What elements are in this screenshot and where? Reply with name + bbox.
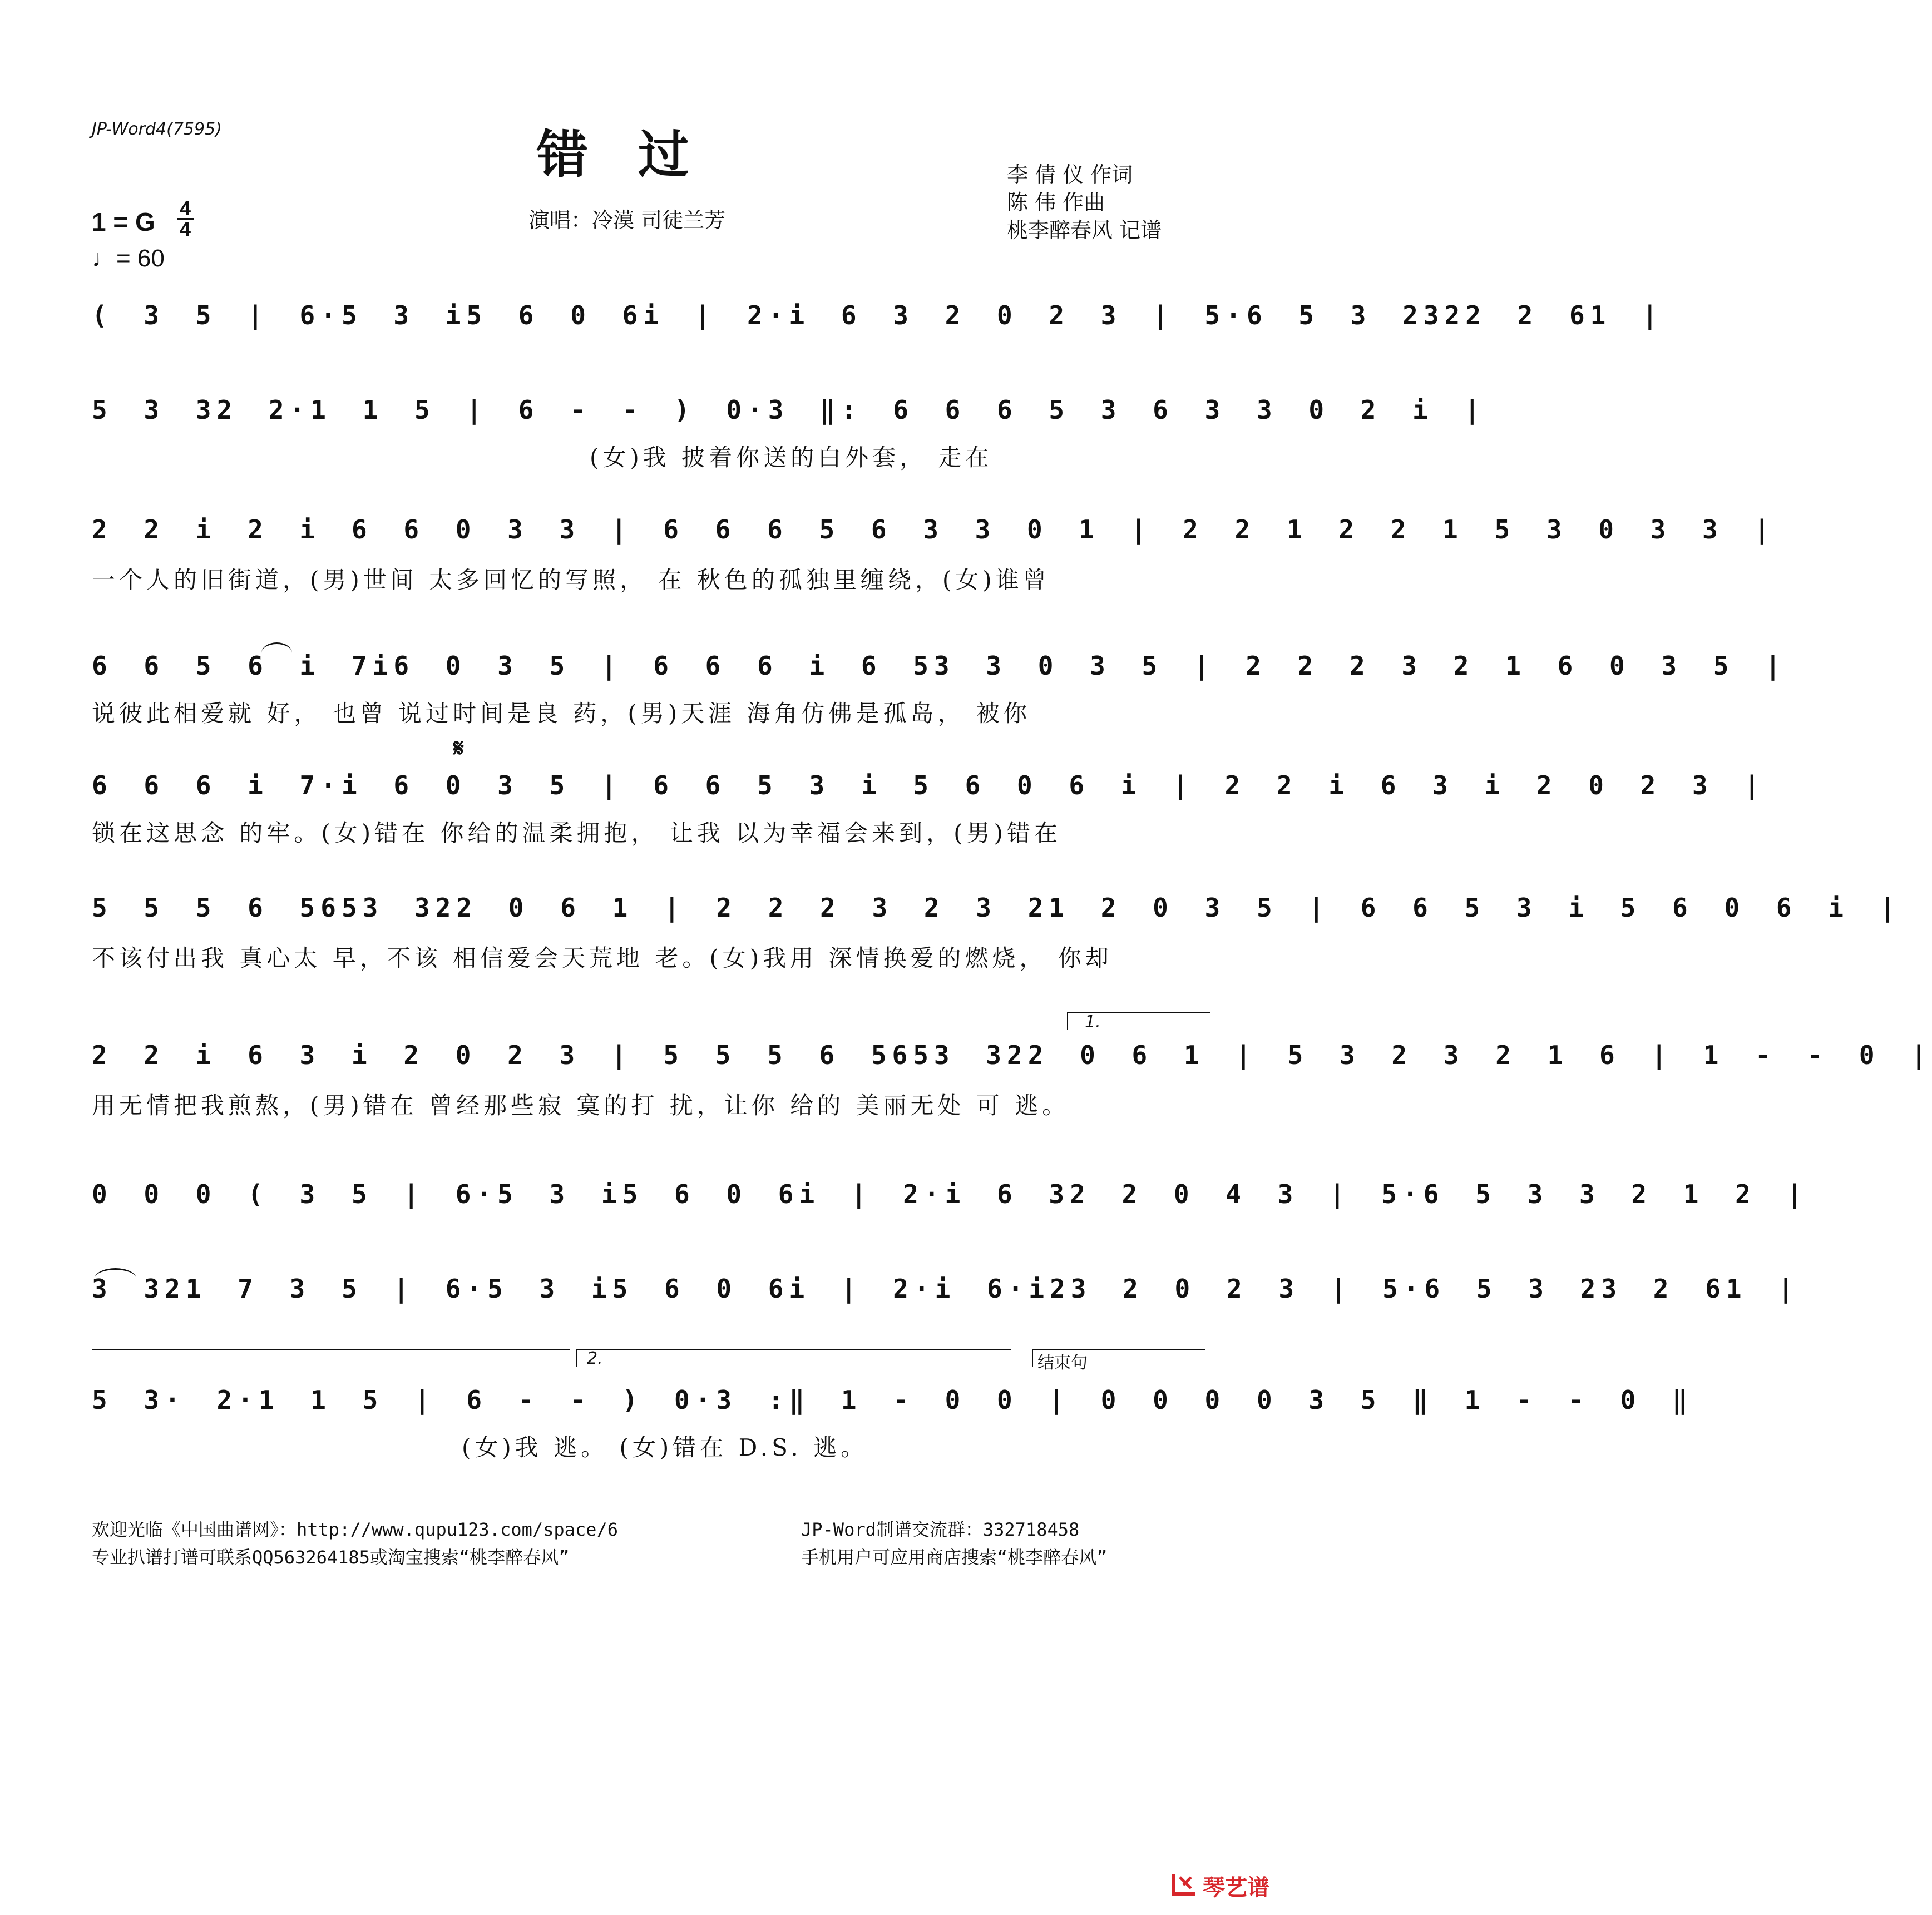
qinyipu-logo-icon — [1171, 1872, 1199, 1896]
score-line-7-notes: 2 2 i 6 3 i 2 0 2 3 | 5 5 5 6 5653 322 0 6 1 | 5 3 2 3 2 1 6 | 1 - - 0 | — [92, 1040, 1932, 1070]
score-line-10-lyrics: (女)我 逃。 (女)错在 D.S. 逃。 — [462, 1434, 868, 1461]
key-signature: 1 = G — [92, 207, 155, 236]
score-line-5-lyrics: 锁在这思念 的牢。(女)错在 你给的温柔拥抱， 让我 以为幸福会来到，(男)错在 — [92, 819, 1061, 847]
page-title: 错过 — [537, 125, 740, 185]
score-line-7-lyrics: 用无情把我煎熬，(男)错在 曾经那些寂 寞的打 扰，让你 给的 美丽无处 可 逃。 — [92, 1092, 1070, 1119]
tempo-marking: ♩= 60 — [92, 245, 165, 272]
score-line-2-notes: 5 3 32 2·1 1 5 | 6 - - ) 0·3 ‖: 6 6 6 5 3 6 3 3 0 2 i | — [92, 395, 1486, 425]
time-signature: 4 4 — [177, 199, 194, 239]
composer-credit: 陈 伟 作曲 — [1007, 190, 1105, 215]
footer-contact: 专业扒谱打谱可联系QQ563264185或淘宝搜索“桃李醉春风” — [92, 1547, 570, 1568]
segno-sign: 𝄋 — [453, 734, 464, 763]
score-line-10-notes: 5 3· 2·1 1 5 | 6 - - ) 0·3 :‖ 1 - 0 0 | 0 0 0 0 3 5 ‖ 1 - - 0 ‖ — [92, 1385, 1693, 1415]
repeat-top-line — [92, 1349, 570, 1350]
qinyipu-logo-text: 琴艺谱 — [1203, 1875, 1269, 1901]
score-line-4-notes: 6 6 5 6 i 7i6 0 3 5 | 6 6 6 i 6 53 3 0 3 5 | 2 2 2 3 2 1 6 0 3 5 | — [92, 651, 1786, 681]
footer-website: 欢迎光临《中国曲谱网》：http://www.qupu123.com/space/6 — [92, 1519, 618, 1540]
ending-label: 结束句 — [1037, 1353, 1088, 1373]
score-line-3-lyrics: 一个人的旧街道，(男)世间 太多回忆的写照， 在 秋色的孤独里缠绕，(女)谁曾 — [92, 566, 1050, 593]
singer-credit: 演唱：冷漠 司徒兰芳 — [528, 208, 726, 232]
footer-app: 手机用户可应用商店搜索“桃李醉春风” — [801, 1547, 1108, 1568]
score-line-8-notes: 0 0 0 ( 3 5 | 6·5 3 i5 6 0 6i | 2·i 6 32 2 0 4 3 | 5·6 5 3 3 2 1 2 | — [92, 1179, 1809, 1209]
volta-1-label: 1. — [1085, 1012, 1101, 1032]
software-tag: JP-Word4(7595) — [92, 120, 222, 139]
score-line-9-notes: 3 321 7 3 5 | 6·5 3 i5 6 0 6i | 2·i 6·i23 2 0 2 3 | 5·6 5 3 23 2 61 | — [92, 1274, 1799, 1304]
score-line-4-lyrics: 说彼此相爱就 好， 也曾 说过时间是良 药，(男)天涯 海角仿佛是孤岛， 被你 — [92, 700, 1031, 727]
score-line-2-lyrics: (女)我 披着你送的白外套， 走在 — [590, 444, 993, 471]
score-line-6-notes: 5 5 5 6 5653 322 0 6 1 | 2 2 2 3 2 3 21 2 0 3 5 | 6 6 5 3 i 5 6 0 6 i | — [92, 893, 1901, 923]
footer-group: JP-Word制谱交流群：332718458 — [801, 1519, 1080, 1540]
lyricist-credit: 李 倩 仪 作词 — [1007, 162, 1133, 187]
volta-2-bracket — [576, 1349, 1011, 1367]
score-line-5-notes: 6 6 6 i 7·i 6 0 3 5 | 6 6 5 3 i 5 6 0 6 i | 2 2 i 6 3 i 2 0 2 3 | — [92, 770, 1766, 800]
score-line-6-lyrics: 不该付出我 真心太 早，不该 相信爱会天荒地 老。(女)我用 深情换爱的燃烧， 你却 — [92, 944, 1113, 972]
score-line-1-notes: ( 3 5 | 6·5 3 i5 6 0 6i | 2·i 6 3 2 0 2 3 | 5·6 5 3 2322 2 61 | — [92, 300, 1663, 330]
score-line-3-notes: 2 2 i 2 i 6 6 0 3 3 | 6 6 6 5 6 3 3 0 1 | 2 2 1 2 2 1 5 3 0 3 3 | — [92, 514, 1776, 545]
volta-2-label: 2. — [587, 1349, 603, 1368]
transcriber-credit: 桃李醉春风 记谱 — [1007, 218, 1162, 243]
